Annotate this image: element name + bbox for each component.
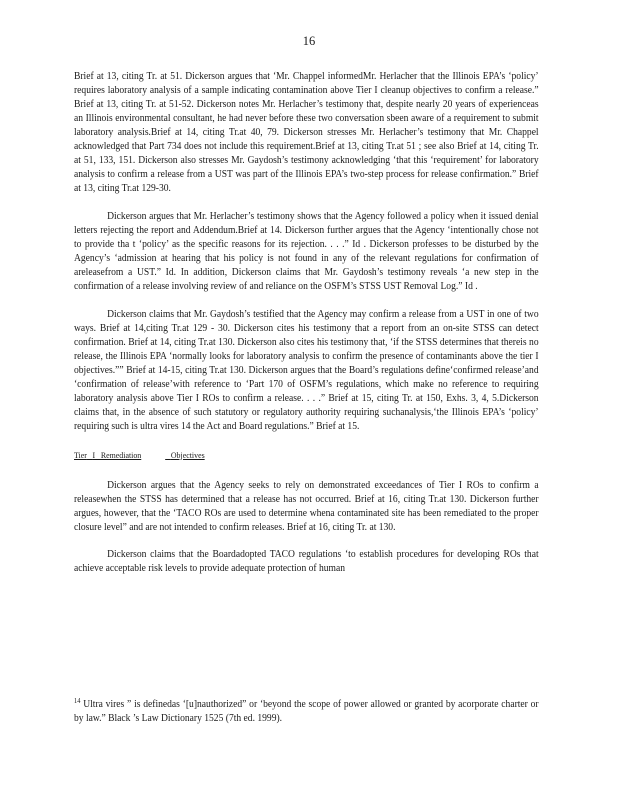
heading-word-objectives: Objectives [170,449,205,460]
paragraph-5: Dickerson claims that the Boardadopted TACO regulations ‘to establish procedures for developing ROs that achieve acceptable risk levels to provide adequate protection of human [74,549,539,575]
paragraph-4: Dickerson argues that the Agency seeks to rely on demonstrated exceedances of Tier I ROs to confirm a releasewhen the STSS has determined that a release has not occurred. Brief at 16, citing Tr.at 130. Dickerson further argues, however, that the ‘TACO ROs are used to determine whena contaminated site has been remediated to the proper closure level” and are not intended to confirm releases. Brief at 16, citing Tr. at 130. [74,479,539,533]
heading-word-tier: Tier [74,449,87,460]
footnote-text: Ultra vires ” is definedas ‘[u]nauthorized” or ‘beyond the scope of power allowed or granted by acorporate charter or by law.” Black ’s Law Dictionary 1525 (7th ed. 1999). [74,699,539,725]
page-number: 16 [302,34,316,48]
paragraph-3: Dickerson claims that Mr. Gaydosh’s testified that the Agency may confirm a release from a UST in one of two ways. Brief at 14,citing Tr.at 129 - 30. Dickerson cites his testimony that a report from an on-site STSS can detect confirmation. Brief at 14, citing Tr.at 130. Dickerson also cites his testimony that, ‘if the STSS determines that thereis no release, the Illinois EPA ‘normally looks for laboratory analysis to confirm the presence of contaminants above the tier I objectives.”” Brief at 14-15, citing Tr.at 130. Dickerson argues that the Board’s regulations define‘confirmed release’and ‘confirmation of release’with reference to ‘Part 170 of OSFM’s regulations, which make no reference to requiring laboratory analysis above Tier I ROs to confirm a release. . . .” Brief at 15, citing Tr. at 150, Exhs. 3, 4, 5.Dickerson claims that, in the absence of such statutory or regulatory authority requiring suchanalysis,‘the Illinois EPA’s ‘policy’ requiring such is ultra vires 14 the Act and Board regulations.” Brief at 15. [74,308,539,433]
document-body [74,70,539,590]
heading-word-remediation: I Remediation [92,449,142,460]
paragraph-1: Brief at 13, citing Tr. at 51. Dickerson argues that ‘Mr. Chappel informedMr. Herlacher that the Illinois EPA’s ‘policy’ requires laboratory analysis of a sample indicating contamination above Tier I cleanup objectives to confirm a release.” Brief at 13, citing Tr. at 51-52. Dickerson notes Mr. Herlacher’s testimony that, despite nearly 20 years of experienceas an Illinois environmental consultant, he had never before these two conversation sbeen aware of a requirement to submit laboratory analysis.Brief at 14, citing Tr.at 40, 79. Dickerson stresses Mr. Herlacher’s testimony that Mr. Chappel acknowledged that Part 734 does not include this requirement.Brief at 13, citing Tr.at 51 ; see also Brief at 14, citing Tr. at 51, 133, 151. Dickerson also stresses Mr. Gaydosh’s testimony acknowledging ‘that this ‘requirement’ for laboratory analysis to confirm a release from a UST was part of the Illinois EPA’s two-step process for release confirmation.” Brief at 13, citing Tr.at 129-30. [74,71,539,195]
footnote [74,694,539,726]
footnote-marker: 14 [74,697,81,705]
paragraph-2: Dickerson argues that Mr. Herlacher’s testimony shows that the Agency followed a policy when it issued denial letters rejecting the report and Addendum.Brief at 14. Dickerson further argues that the Agency ‘intentionally chose not to provide tha t ‘policy’ as the specific reasons for its rejection. . . .” Id . Dickerson professes to be disturbed by the Agency’s ‘admission at hearing that his policy is not found in any of the relevant regulations for confirmation of areleasefrom a UST.” Id. In addition, Dickerson claims that Mr. Gaydosh’s testimony reveals ‘a new step in the confirmation of a release involving review of and reliance on the OSFM’s STSS UST Removal Log.” Id . [74,210,539,293]
section-heading [74,448,539,462]
